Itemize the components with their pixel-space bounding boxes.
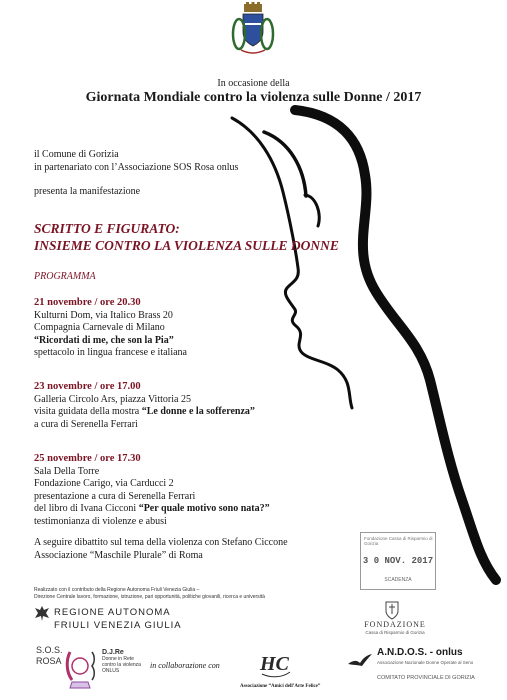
- event-date: 21 novembre / ore 20.30: [34, 297, 141, 308]
- followup-line-2: Associazione “Maschile Plurale” di Roma: [34, 549, 203, 561]
- event-item: [34, 297, 187, 360]
- credits-line-1: Realizzato con il contributo della Regione Autonoma Friuli Venezia Giulia –: [34, 587, 200, 593]
- event-line-mixed: [34, 503, 270, 516]
- djre-title: D.J.Re: [102, 649, 124, 656]
- andos-logo-committee: COMITATO PROVINCIALE DI GORIZIA: [377, 675, 475, 681]
- event-line: Fondazione Carigo, via Carducci 2: [34, 478, 174, 489]
- intro-line-partner: in partenariato con l’Associazione SOS Rosa onlus: [34, 162, 239, 173]
- regione-eagle-icon: [34, 604, 50, 622]
- hc-association-logo: [258, 646, 294, 682]
- fondazione-logo-text: FONDAZIONE: [364, 620, 426, 629]
- event-item: [34, 381, 255, 431]
- event-line: Compagnia Carnevale di Milano: [34, 322, 165, 333]
- stamp-header: Fondazione Cassa di Risparmio di Gorizia: [364, 536, 433, 546]
- stamp-label: SCADENZA: [384, 577, 412, 583]
- event-line: a cura di Serenella Ferrari: [34, 418, 138, 430]
- regione-line-1: REGIONE AUTONOMA: [54, 607, 171, 618]
- event-show-title: “Ricordati di me, che son la Pia”: [34, 334, 174, 346]
- event-date: 25 novembre / ore 17.30: [34, 453, 141, 464]
- gorizia-crest-icon: [231, 2, 275, 60]
- hc-logo-mark: HC: [260, 653, 289, 675]
- credits-block: [34, 587, 265, 601]
- sos-line-2: ROSA: [36, 656, 62, 666]
- followup-block: [34, 537, 288, 562]
- andos-bird-icon: [347, 652, 373, 672]
- event-line: testimonianza di violenze e abusi: [34, 515, 167, 527]
- sos-rosa-logo-text: [36, 645, 63, 667]
- sos-line-1: S.O.S.: [36, 645, 63, 655]
- programma-label: PROGRAMMA: [34, 271, 96, 282]
- event-item: [34, 453, 270, 528]
- hc-logo-subtitle: Associazione “Amici dell’Arte Felice”: [240, 684, 321, 689]
- event-line: presentazione a cura di Serenella Ferrari: [34, 490, 196, 502]
- fondazione-crest-icon: [382, 600, 402, 620]
- event-line-text: del libro di Ivana Cicconi: [34, 503, 139, 514]
- credits-line-2: Direzione Centrale lavoro, formazione, istruzione, pari opportunità, politiche giovanili, ricerca e università: [34, 594, 265, 600]
- followup-line-1: A seguire dibattito sul tema della violenza con Stefano Ciccone: [34, 537, 288, 548]
- regione-line-2: FRIULI VENEZIA GIULIA: [54, 620, 182, 631]
- djre-line-3: ONLUS: [102, 668, 120, 674]
- stamp-date: 3 0 NOV. 2017: [362, 556, 434, 566]
- title-line-2: INSIEME CONTRO LA VIOLENZA SULLE DONNE: [34, 238, 339, 253]
- collaboration-label: in collaborazione con: [150, 661, 220, 670]
- event-line: spettacolo in lingua francese e italiana: [34, 347, 187, 358]
- presenta-line: presenta la manifestazione: [34, 186, 141, 197]
- occasion-line: In occasione della: [217, 78, 290, 89]
- event-line-text: visita guidata della mostra: [34, 406, 142, 417]
- sos-rosa-telephone-icon: [62, 646, 98, 690]
- title-line-1: SCRITTO E FIGURATO:: [34, 221, 180, 236]
- exhibition-title: “Le donne e la sofferenza”: [141, 406, 255, 417]
- intro-line-comune: il Comune di Gorizia: [34, 149, 119, 160]
- manifestation-title: [34, 220, 339, 254]
- djre-line-1: Donne in Rete: [102, 656, 134, 662]
- event-date: 23 novembre / ore 17.00: [34, 381, 141, 392]
- andos-logo-title: A.N.D.O.S. - onlus: [377, 647, 463, 658]
- djre-logo-text: [102, 650, 141, 674]
- book-title: “Per quale motivo sono nata?”: [138, 503, 270, 514]
- event-line: Sala Della Torre: [34, 465, 100, 477]
- event-line: Galleria Circolo Ars, piazza Vittoria 25: [34, 393, 191, 405]
- event-line-mixed: [34, 406, 255, 419]
- andos-logo-subtitle: Associazione Nazionale Donne Operate al Seno: [377, 660, 474, 665]
- djre-line-2: contro la violenza: [102, 662, 141, 668]
- intro-block: [34, 148, 238, 174]
- regione-logo-text: [54, 606, 182, 632]
- event-heading: Giornata Mondiale contro la violenza sulle Donne / 2017: [85, 90, 422, 105]
- event-line: Kulturni Dom, via Italico Brass 20: [34, 309, 173, 321]
- fondazione-logo-subtitle: Cassa di Risparmio di Gorizia: [365, 630, 425, 635]
